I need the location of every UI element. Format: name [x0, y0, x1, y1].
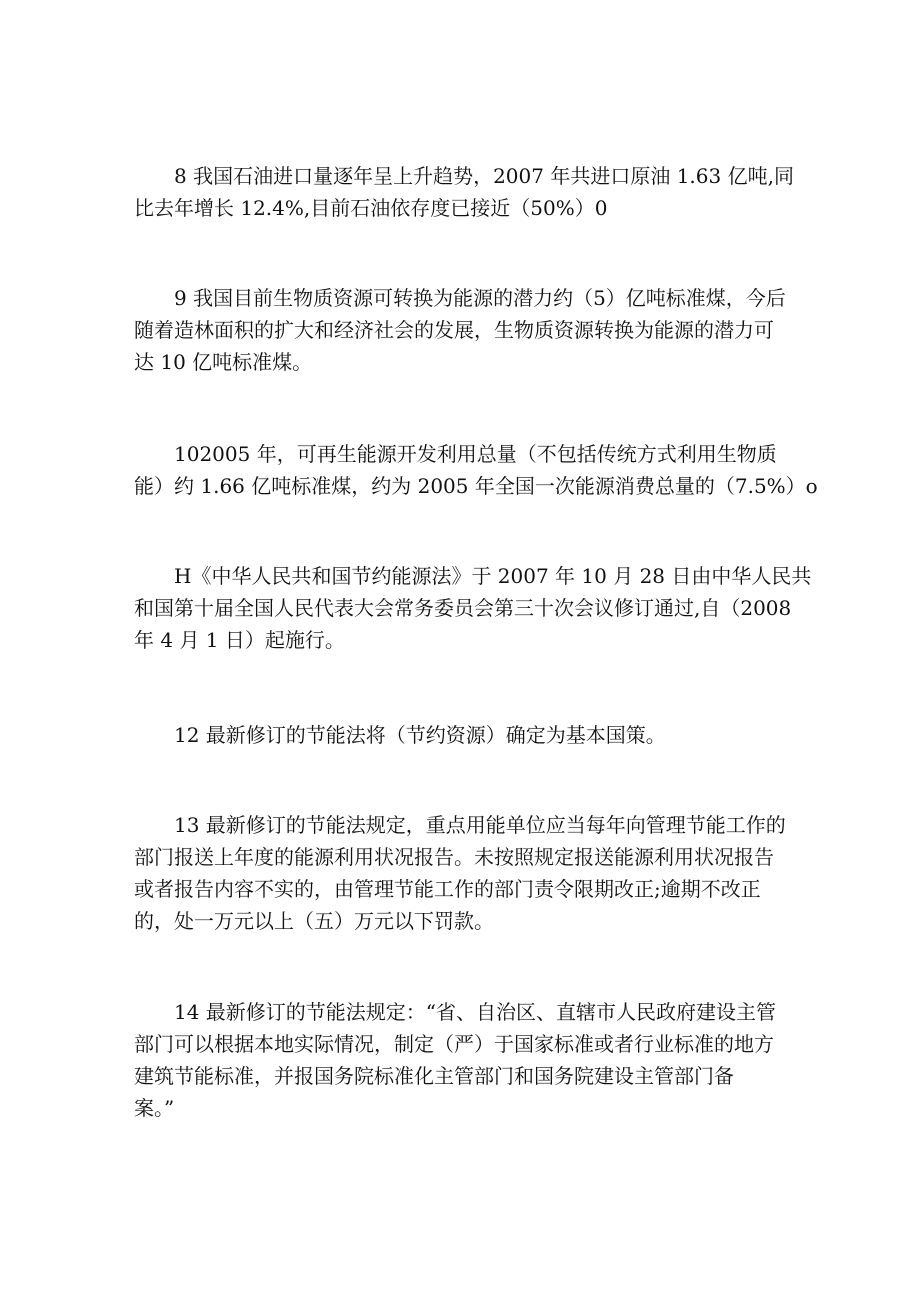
paragraph-line: 的，处一万元以上（五）万元以下罚款。 [134, 909, 494, 933]
paragraph-line: 达 10 亿吨标准煤。 [134, 350, 313, 374]
paragraph-14 [134, 996, 786, 1124]
paragraph-12 [134, 719, 786, 751]
paragraph-9 [134, 282, 786, 378]
paragraph-line: 102005 年，可再生能源开发利用总量（不包括传统方式利用生物质 [174, 442, 777, 466]
paragraph-line: 部门报送上年度的能源利用状况报告。未按照规定报送能源利用状况报告 [134, 845, 774, 869]
paragraph-line: 部门可以根据本地实际情况，制定（严）于国家标准或者行业标准的地方 [134, 1032, 774, 1056]
paragraph-line: 14 最新修订的节能法规定：“省、自治区、直辖市人民政府建设主管 [174, 1000, 777, 1024]
paragraph-line: 13 最新修订的节能法规定，重点用能单位应当每年向管理节能工作的 [174, 813, 786, 837]
paragraph-line: 8 我国石油进口量逐年呈上升趋势，2007 年共进口原油 1.63 亿吨,同 [174, 164, 794, 188]
paragraph-line: 比去年增长 12.4%,目前石油依存度已接近（50%）0 [134, 196, 608, 220]
paragraph-line: 案。” [134, 1096, 175, 1120]
paragraph-line: H《中华人民共和国节约能源法》于 2007 年 10 月 28 日由中华人民共 [174, 564, 812, 588]
paragraph-line: 或者报告内容不实的，由管理节能工作的部门责令限期改正;逾期不改正 [134, 877, 761, 901]
paragraph-8 [134, 160, 794, 224]
paragraph-line: 12 最新修订的节能法将（节约资源）确定为基本国策。 [174, 723, 666, 747]
paragraph-line: 随着造林面积的扩大和经济社会的发展，生物质资源转换为能源的潜力可 [134, 318, 774, 342]
paragraph-line: 年 4 月 1 日）起施行。 [134, 628, 345, 652]
paragraph-11 [134, 560, 812, 656]
paragraph-13 [134, 809, 786, 937]
paragraph-line: 和国第十届全国人民代表大会常务委员会第三十次会议修订通过,自（2008 [134, 596, 792, 620]
paragraph-line: 建筑节能标准，并报国务院标准化主管部门和国务院建设主管部门备 [134, 1064, 734, 1088]
paragraph-10 [134, 438, 818, 502]
paragraph-line: 能）约 1.66 亿吨标准煤，约为 2005 年全国一次能源消费总量的（7.5%）o [134, 474, 818, 498]
paragraph-line: 9 我国目前生物质资源可转换为能源的潜力约（5）亿吨标准煤，今后 [174, 286, 786, 310]
